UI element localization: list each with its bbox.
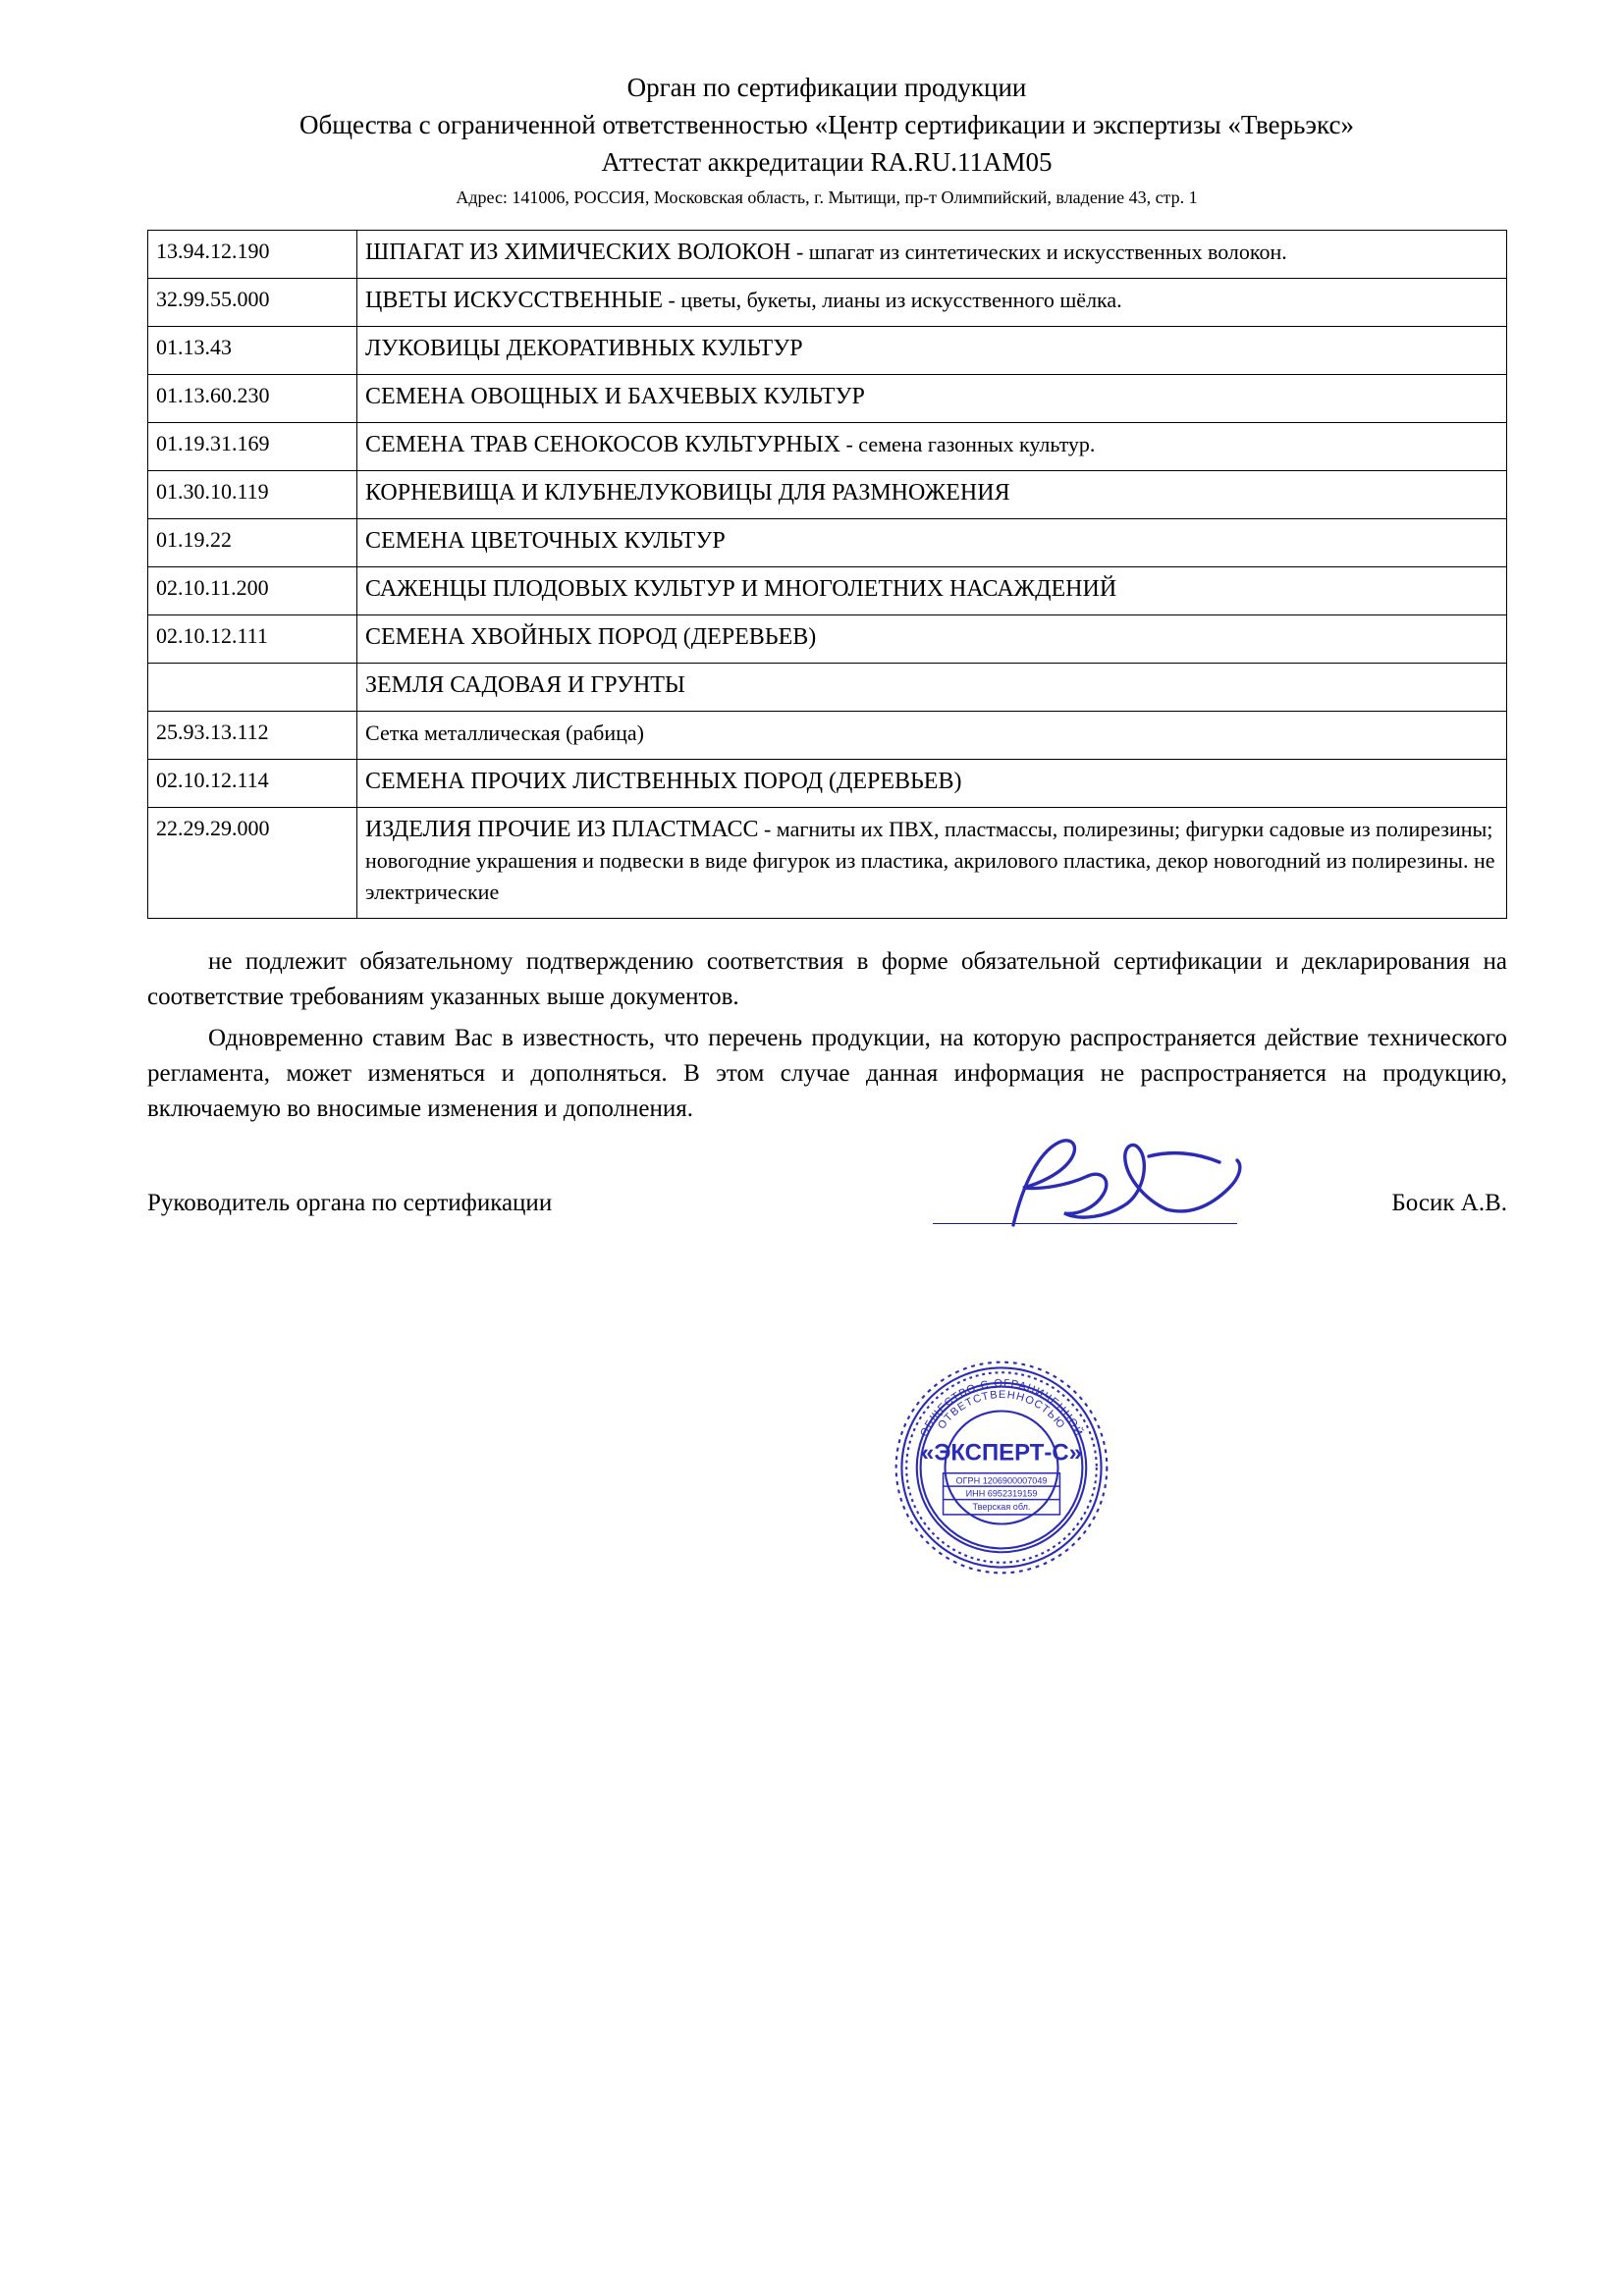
table-row <box>148 519 1507 567</box>
table-row <box>148 760 1507 808</box>
table-cell-code: 02.10.12.114 <box>148 760 357 808</box>
product-name-detail: - цветы, букеты, лианы из искусственного шёлка. <box>663 288 1122 312</box>
table-cell-name <box>357 327 1507 375</box>
table-row <box>148 712 1507 760</box>
stamp-region: Тверская обл. <box>972 1502 1031 1513</box>
stamp-ogrn: ОГРН 1206900007049 <box>955 1475 1048 1486</box>
table-cell-code: 22.29.29.000 <box>148 808 357 919</box>
table-cell-name <box>357 567 1507 615</box>
stamp-ring-bottom-text: ОТВЕТСТВЕННОСТЬЮ <box>936 1389 1067 1432</box>
table-cell-code: 25.93.13.112 <box>148 712 357 760</box>
table-row <box>148 375 1507 423</box>
signature-title: Руководитель органа по сертификации <box>147 1190 553 1216</box>
table-cell-code: 13.94.12.190 <box>148 231 357 279</box>
stamp-inn: ИНН 6952319159 <box>965 1488 1038 1499</box>
table-cell-code: 02.10.12.111 <box>148 615 357 664</box>
table-cell-name <box>357 712 1507 760</box>
product-name-detail: - магниты их ПВХ, пластмассы, полирезины; фигурки садовые из полирезины; новогодние украшения и подвески в виде фигурок из пластика, акрилового пластика, декор новогодний из полирезины. не электрические <box>365 817 1495 904</box>
table-cell-name <box>357 615 1507 664</box>
table-cell-name <box>357 808 1507 919</box>
table-cell-name <box>357 423 1507 471</box>
table-cell-name <box>357 375 1507 423</box>
product-name-caps: ЗЕМЛЯ САДОВАЯ И ГРУНТЫ <box>365 672 685 698</box>
header-line-3: Аттестат аккредитации RA.RU.11AM05 <box>601 147 1053 177</box>
product-name-caps: ШПАГАТ ИЗ ХИМИЧЕСКИХ ВОЛОКОН <box>365 240 791 265</box>
signature-line <box>933 1223 1237 1224</box>
table-row <box>148 664 1507 712</box>
table-row <box>148 471 1507 519</box>
official-stamp-icon <box>889 1355 1114 1580</box>
header-address: Адрес: 141006, РОССИЯ, Московская область, г. Мытищи, пр-т Олимпийский, владение 43, стр. 1 <box>456 187 1198 207</box>
table-row <box>148 423 1507 471</box>
stamp-center-text: «ЭКСПЕРТ-С» <box>921 1439 1082 1467</box>
table-cell-code: 02.10.11.200 <box>148 567 357 615</box>
header-line-1: Орган по сертификации продукции <box>626 73 1027 102</box>
product-name-caps: СЕМЕНА ХВОЙНЫХ ПОРОД (ДЕРЕВЬЕВ) <box>365 624 817 650</box>
product-name-caps: ЦВЕТЫ ИСКУССТВЕННЫЕ <box>365 288 664 313</box>
stamp-ring-top-text: ОБЩЕСТВО С ОГРАНИЧЕННОЙ <box>918 1377 1085 1439</box>
table-cell-name <box>357 471 1507 519</box>
table-row <box>148 808 1507 919</box>
product-name-caps: СЕМЕНА ТРАВ СЕНОКОСОВ КУЛЬТУРНЫХ <box>365 432 840 457</box>
table-row <box>148 231 1507 279</box>
table-cell-code: 01.19.22 <box>148 519 357 567</box>
product-name-detail: Сетка металлическая (рабица) <box>365 721 645 745</box>
product-name-caps: СЕМЕНА ПРОЧИХ ЛИСТВЕННЫХ ПОРОД (ДЕРЕВЬЕВ) <box>365 769 962 794</box>
table-row <box>148 567 1507 615</box>
product-table <box>147 230 1507 919</box>
table-cell-code: 01.19.31.169 <box>148 423 357 471</box>
document-header <box>147 69 1506 212</box>
product-name-caps: ИЗДЕЛИЯ ПРОЧИЕ ИЗ ПЛАСТМАСС <box>365 817 759 842</box>
product-name-caps: КОРНЕВИЩА И КЛУБНЕЛУКОВИЦЫ ДЛЯ РАЗМНОЖЕНИЯ <box>365 480 1010 506</box>
table-row <box>148 327 1507 375</box>
table-cell-name <box>357 231 1507 279</box>
product-name-detail: - семена газонных культур. <box>839 432 1096 456</box>
table-cell-name <box>357 519 1507 567</box>
table-cell-code <box>148 664 357 712</box>
table-cell-code: 01.13.43 <box>148 327 357 375</box>
product-name-caps: СЕМЕНА ОВОЩНЫХ И БАХЧЕВЫХ КУЛЬТУР <box>365 384 865 409</box>
table-cell-code: 01.13.60.230 <box>148 375 357 423</box>
header-line-2: Общества с ограниченной ответственностью «Центр сертификации и экспертизы «Тверьэкс» <box>299 110 1354 139</box>
signature-name: Босик А.В. <box>1391 1190 1507 1216</box>
product-name-caps: ЛУКОВИЦЫ ДЕКОРАТИВНЫХ КУЛЬТУР <box>365 336 803 361</box>
table-cell-code: 32.99.55.000 <box>148 279 357 327</box>
paragraph-conformity: не подлежит обязательному подтверждению соответствия в форме обязательной сертификации и декларирования на соответствие требованиям указанных выше документов. <box>147 948 1507 1010</box>
product-name-caps: СЕМЕНА ЦВЕТОЧНЫХ КУЛЬТУР <box>365 528 726 554</box>
table-row <box>148 615 1507 664</box>
table-cell-name <box>357 664 1507 712</box>
table-row <box>148 279 1507 327</box>
paragraph-notice: Одновременно ставим Вас в известность, что перечень продукции, на которую распространяется действие технического регламента, может изменяться и дополняться. В этом случае данная информация не распространяется на продукцию, включаемую во вносимые изменения и дополнения. <box>147 1025 1507 1122</box>
table-cell-name <box>357 279 1507 327</box>
product-name-caps: САЖЕНЦЫ ПЛОДОВЫХ КУЛЬТУР И МНОГОЛЕТНИХ НАСАЖДЕНИЙ <box>365 576 1117 602</box>
product-name-detail: - шпагат из синтетических и искусственных волокон. <box>790 240 1287 264</box>
signature-block <box>147 1178 1507 1237</box>
product-table-body <box>148 231 1507 919</box>
table-cell-name <box>357 760 1507 808</box>
table-cell-code: 01.30.10.119 <box>148 471 357 519</box>
